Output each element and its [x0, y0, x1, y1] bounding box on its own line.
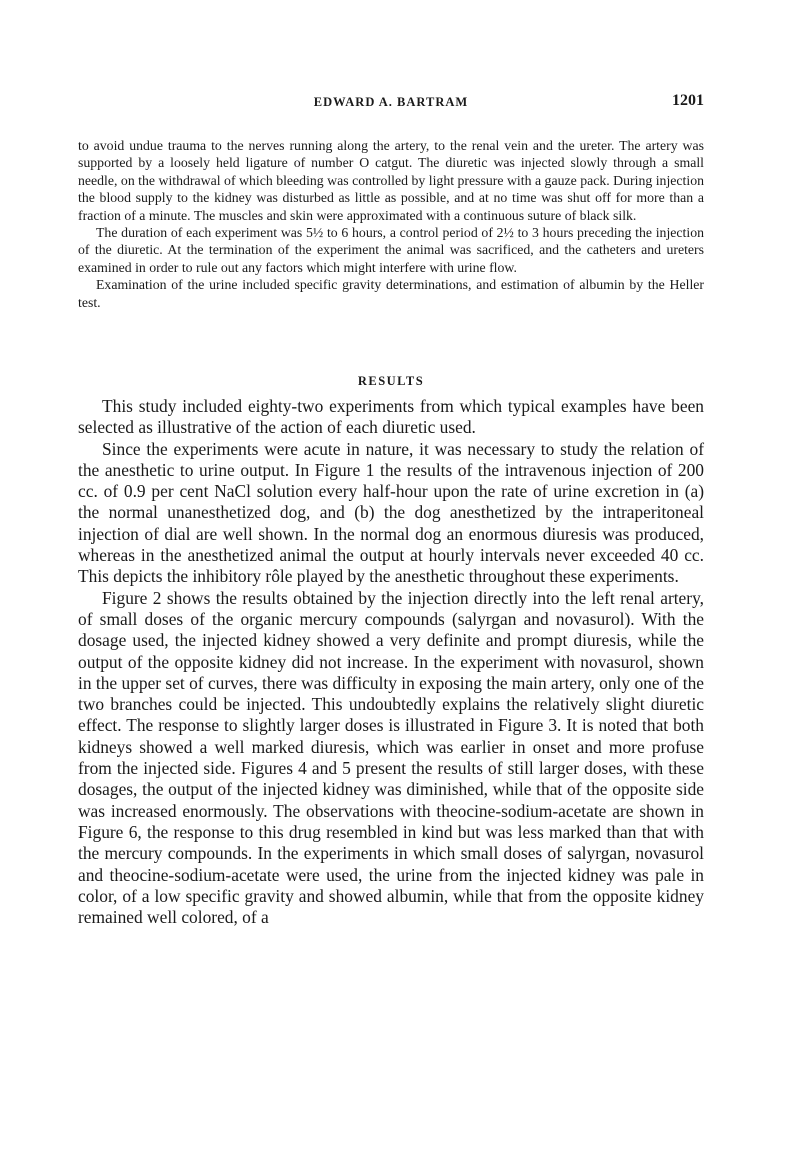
methods-paragraph-3: Examination of the urine included specific gravity determinations, and estimation of albumin by the Heller test.	[78, 277, 704, 310]
methods-paragraph-2: The duration of each experiment was 5½ to 6 hours, a control period of 2½ to 3 hours preceding the injection of the diuretic. At the termination of the experiment the animal was sacrificed, and the catheters and ureters examined in order to rule out any factors which might interfere with urine flow.	[78, 225, 704, 275]
page-number: 1201	[672, 92, 704, 109]
running-header	[78, 92, 704, 114]
results-paragraph-3: Figure 2 shows the results obtained by the injection directly into the left renal artery, of small doses of the organic mercury compounds (salyrgan and novasurol). With the dosage used, the injected kidney showed a very definite and prompt diuresis, while the output of the opposite kidney did not increase. In the experiment with novasurol, shown in the upper set of curves, there was difficulty in exposing the main artery, only one of the two branches could be injected. This undoubtedly explains the relatively slight diuretic effect. The response to slightly larger doses is illustrated in Figure 3. It is noted that both kidneys showed a well marked diuresis, which was earlier in onset and more profuse from the injected side. Figures 4 and 5 present the results of still larger doses, with these dosages, the output of the injected kidney was diminished, while that of the opposite side was increased enormously. The observations with theocine-sodium-acetate are shown in Figure 6, the response to this drug resembled in kind but was less marked than that with the mercury compounds. In the experiments in which small doses of salyrgan, novasurol and theocine-sodium-acetate were used, the urine from the injected kidney was pale in color, of a low specific gravity and showed albumin, while that from the opposite kidney remained well colored, of a	[78, 587, 704, 928]
results-paragraph-1: This study included eighty-two experiments from which typical examples have been selected as illustrative of the action of each diuretic used.	[78, 396, 704, 438]
results-heading: RESULTS	[357, 374, 425, 388]
methods-section	[78, 137, 704, 311]
results-section	[78, 396, 704, 928]
running-head-author: EDWARD A. BARTRAM	[313, 95, 469, 109]
methods-paragraph-1: to avoid undue trauma to the nerves running along the artery, to the renal vein and the ureter. The artery was supported by a loosely held ligature of number O catgut. The diuretic was injected slowly through a small needle, on the withdrawal of which bleeding was controlled by light pressure with a gauze pack. During injection the blood supply to the kidney was disturbed as little as possible, and at no time was shut off for more than a fraction of a minute. The muscles and skin were approximated with a continuous suture of black silk.	[78, 138, 704, 223]
results-paragraph-2: Since the experiments were acute in nature, it was necessary to study the relation of the anesthetic to urine output. In Figure 1 the results of the intravenous injection of 200 cc. of 0.9 per cent NaCl solution every half-hour upon the rate of urine excretion in (a) the normal unanesthetized dog, and (b) the dog anesthetized by the intraperitoneal injection of dial are well shown. In the normal dog an enormous diuresis was produced, whereas in the anesthetized animal the output at hourly intervals never exceeded 40 cc. This depicts the inhibitory rôle played by the anesthetic throughout these experiments.	[78, 438, 704, 587]
